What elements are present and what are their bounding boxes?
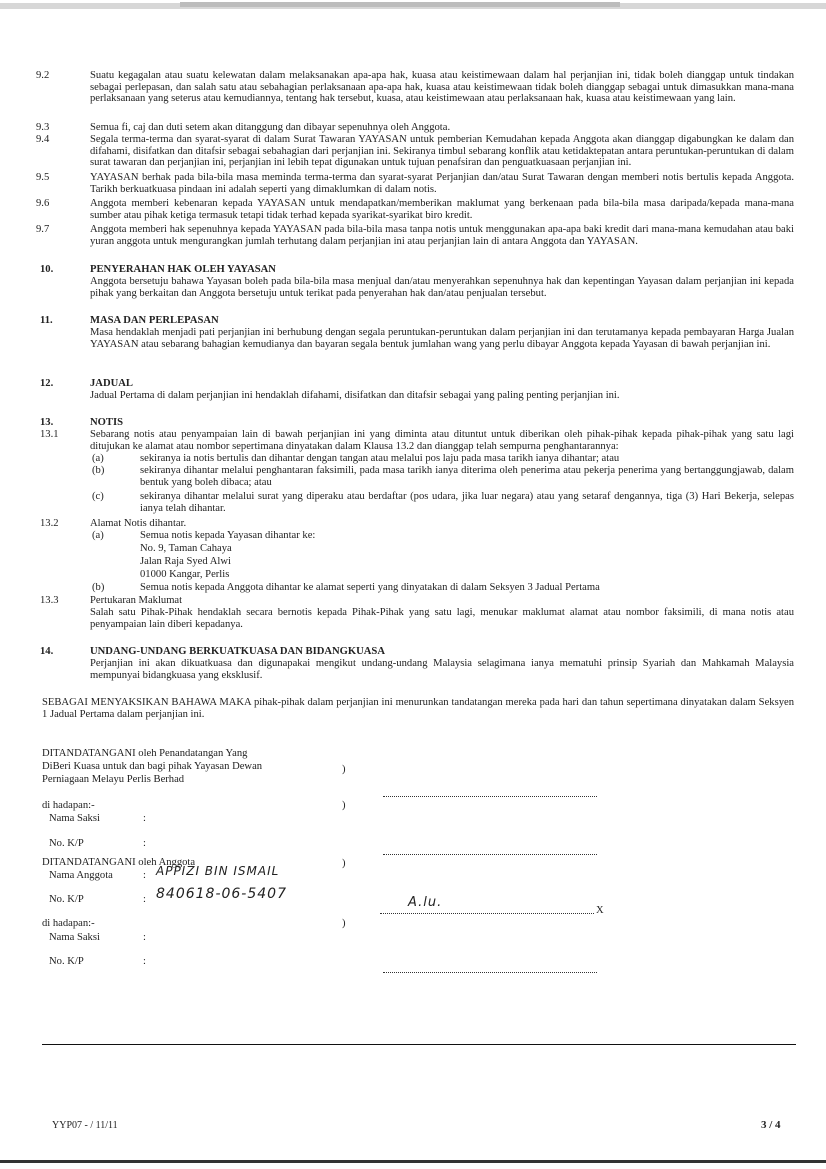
address-line-3: 01000 Kangar, Perlis [140,569,230,580]
subclause-text: Sebarang notis atau penyampaian lain di bawah perjanjian ini yang diminta atau dituntut untuk diberikan oleh pihak-pihak kepada pihak-pihak yang satu lagi ditujukan ke alamat atau nombor sepertimana dinyatakan dalam Klausa 13.2 dan dianggap telah sempurna penghantarannya: [90,429,794,452]
section-title: UNDANG-UNDANG BERKUATKUASA DAN BIDANGKUASA [90,646,385,657]
section-title: NOTIS [90,417,123,428]
clause-number: 9.5 [36,172,50,183]
page-number: 3 / 4 [761,1119,781,1131]
address-line-2: Jalan Raja Syed Alwi [140,556,231,567]
colon: : [143,813,146,824]
subclause-title: Pertukaran Maklumat [90,595,183,606]
clause-number: 9.4 [36,134,50,145]
bracket: ) [342,858,346,869]
section-title: PENYERAHAN HAK OLEH YAYASAN [90,264,276,275]
member-name-handwritten: APPIZI BIN ISMAIL [156,864,280,878]
signatory-line-1: DITANDATANGANI oleh Penandatangan Yang [42,748,248,759]
signature-line-member [380,913,594,914]
section-number: 10. [40,264,54,275]
subclause-number: 13.2 [40,518,59,529]
colon: : [143,932,146,943]
address-line-1: No. 9, Taman Cahaya [140,543,232,554]
section-number: 11. [40,315,53,326]
item-text: sekiranya ia notis bertulis dan dihantar dengan tangan atau melalui pos laju pada masa tarikh ianya dihantar; atau [140,453,620,464]
clause-text: Anggota memberi kebenaran kepada YAYASAN untuk mendapatkan/memberikan maklumat yang berkenaan pada bila-bila masa daripada/kepada mana-mana sumber atau pihak ketiga termasuk tetapi tidak terhad kepada syarikat-syarikat biro kredit. [90,198,794,221]
member-name-label: Nama Anggota [49,870,113,881]
clause-text: Anggota memberi hak sepenuhnya kepada YAYASAN pada bila-bila masa tanpa notis untuk menggunakan apa-apa baki kredit dari mana-mana kemudahan atau baki yuran anggota untuk mengurangkan jumlah terhutang dalam perjanjian ini atau perjanjian lain di antara Anggota dan YAYASAN. [90,224,794,247]
item-label: (a) [92,530,104,541]
witness-name-label: Nama Saksi [49,932,100,943]
subclause-text: Alamat Notis dihantar. [90,518,187,529]
clause-text: Semua fi, caj dan duti setem akan ditanggung dan dibayar sepenuhnya oleh Anggota. [90,122,451,133]
section-title: MASA DAN PERLEPASAN [90,315,219,326]
member-ic-handwritten: 840618-06-5407 [156,886,287,902]
section-number: 13. [40,417,54,428]
subclause-number: 13.3 [40,595,59,606]
section-number: 12. [40,378,54,389]
bracket: ) [342,800,346,811]
item-text: Semua notis kepada Anggota dihantar ke alamat seperti yang dinyatakan di dalam Seksyen 3 Jadual Pertama [140,582,600,593]
colon: : [143,956,146,967]
clause-number: 9.2 [36,70,50,81]
scan-edge-bottom [0,1160,826,1163]
witness-name-label: Nama Saksi [49,813,100,824]
member-signed-label: DITANDATANGANI oleh Anggota [42,857,196,868]
item-text: Semua notis kepada Yayasan dihantar ke: [140,530,316,541]
item-label: (a) [92,453,104,464]
section-text: Perjanjian ini akan dikuatkuasa dan digunapakai mengikut undang-undang Malaysia selagimana ianya mematuhi prinsip Syariah dan Mahkamah Malaysia mempunyai bidangkuasa yang eksklusif. [90,658,794,681]
witness-ic-label: No. K/P [49,956,84,967]
signatory-line-2: DiBeri Kuasa untuk dan bagi pihak Yayasan Dewan [42,761,263,772]
section-title: JADUAL [90,378,133,389]
subclause-text: Salah satu Pihak-Pihak hendaklah secara bernotis kepada Pihak-Pihak yang satu lagi, menukar maklumat alamat atau nombor faksimili, di mana notis atau penyampaian lain diberi kepadanya. [90,607,794,630]
item-label: (b) [92,582,105,593]
signatory-line-3: Perniagaan Melayu Perlis Berhad [42,774,185,785]
in-presence-label: di hadapan:- [42,918,95,929]
section-text: Anggota bersetuju bahawa Yayasan boleh pada bila-bila masa menjual dan/atau menyerahkan sepenuhnya hak dan kepentingan Yayasan dalam perjanjian ini kepada pihak yang berkaitan dan Anggota bersetuju untuk terikat pada penyerahan hak dan/atau penjualan tersebut. [90,276,794,299]
colon: : [143,838,146,849]
item-label: (b) [92,465,105,476]
signature-line-witness-2 [383,972,597,973]
clause-number: 9.7 [36,224,50,235]
clause-text: Suatu kegagalan atau suatu kelewatan dalam melaksanakan apa-apa hak, kuasa atau keistimewaan dalam hal perjanjian ini, tidak boleh dianggap untuk tindakan sebagai perlepasan, dan salah satu atau sebahagian perlaksanaan apa-apa hak, kuasa atau keistimewaan tidak boleh dianggap sebagai untuk dimasukkan mana-mana perlaksanaan yang seterus atau kemudiannya, tentang hak tersebut, kuasa, atau keistimewaan atau perlaksanaan hak, kuasa atau keistimewaan yang lain. [90,70,794,105]
clause-text: Segala terma-terma dan syarat-syarat di dalam Surat Tawaran YAYASAN untuk pemberian Kemudahan kepada Anggota akan dianggap digabungkan ke dalam dan difahami, disifatkan dan ditafsir sebagai sebahagian dari perjanjian ini. Sekiranya timbul sebarang konflik atau ketidaktepatan antara peruntukan-peruntukan di dalam surat tawaran dan perjanjian ini, perjanjian ini lebih tepat digunakan untuk tujuan penafsiran dan penguatkuasaan perjanjian ini. [90,134,794,169]
member-signature: A.lu. [408,895,443,910]
clause-number: 9.6 [36,198,50,209]
colon: : [143,894,146,905]
bracket: ) [342,764,346,775]
signature-line-witness-1 [383,854,597,855]
section-text: Masa hendaklah menjadi pati perjanjian ini berhubung dengan segala peruntukan-peruntukan dalam perjanjian ini dan terutamanya kepada pembayaran Harga Jualan YAYASAN atau sebarang bahagian kemudianya dan bayaran segala bentuk jumlahan wang yang perlu dibayar Anggota kepada Yayasan di bawah perjanjian ini. [90,327,794,350]
footer-rule [42,1044,796,1045]
member-ic-label: No. K/P [49,894,84,905]
signature-line-yayasan [383,796,597,797]
section-number: 14. [40,646,54,657]
witness-clause: SEBAGAI MENYAKSIKAN BAHAWA MAKA pihak-pihak dalam perjanjian ini menurunkan tandatangan mereka pada hari dan tahun sepertimana dinyatakan dalam Seksyen 1 Jadual Pertama dalam perjanjian ini. [42,697,794,720]
item-text: sekiranya dihantar melalui surat yang diperaku atau berdaftar (pos udara, jika luar negara) atau yang setaraf dengannya, tiga (3) Hari Bekerja, selepas ianya telah dihantar. [140,491,794,514]
colon: : [143,870,146,881]
scan-shadow-top [180,2,620,7]
section-text: Jadual Pertama di dalam perjanjian ini hendaklah difahami, disifatkan dan ditafsir sebagai yang paling penting perjanjian ini. [90,390,620,401]
form-code: YYP07 - / 11/11 [52,1120,118,1131]
x-mark: X [596,905,604,916]
item-label: (c) [92,491,104,502]
witness-ic-label: No. K/P [49,838,84,849]
clause-text: YAYASAN berhak pada bila-bila masa meminda terma-terma dan syarat-syarat Perjanjian dan/atau Surat Tawaran dengan memberi notis bertulis kepada Anggota. Tarikh berkuatkuasa pindaan ini adalah seperti yang dimaklumkan di dalam notis. [90,172,794,195]
item-text: sekiranya dihantar melalui penghantaran faksimili, pada masa tarikh ianya diterima oleh penerima atau pekerja penerima yang bertanggungjawab, dalam bentuk yang boleh dibaca; atau [140,465,794,488]
in-presence-label: di hadapan:- [42,800,95,811]
bracket: ) [342,918,346,929]
clause-number: 9.3 [36,122,50,133]
subclause-number: 13.1 [40,429,59,440]
